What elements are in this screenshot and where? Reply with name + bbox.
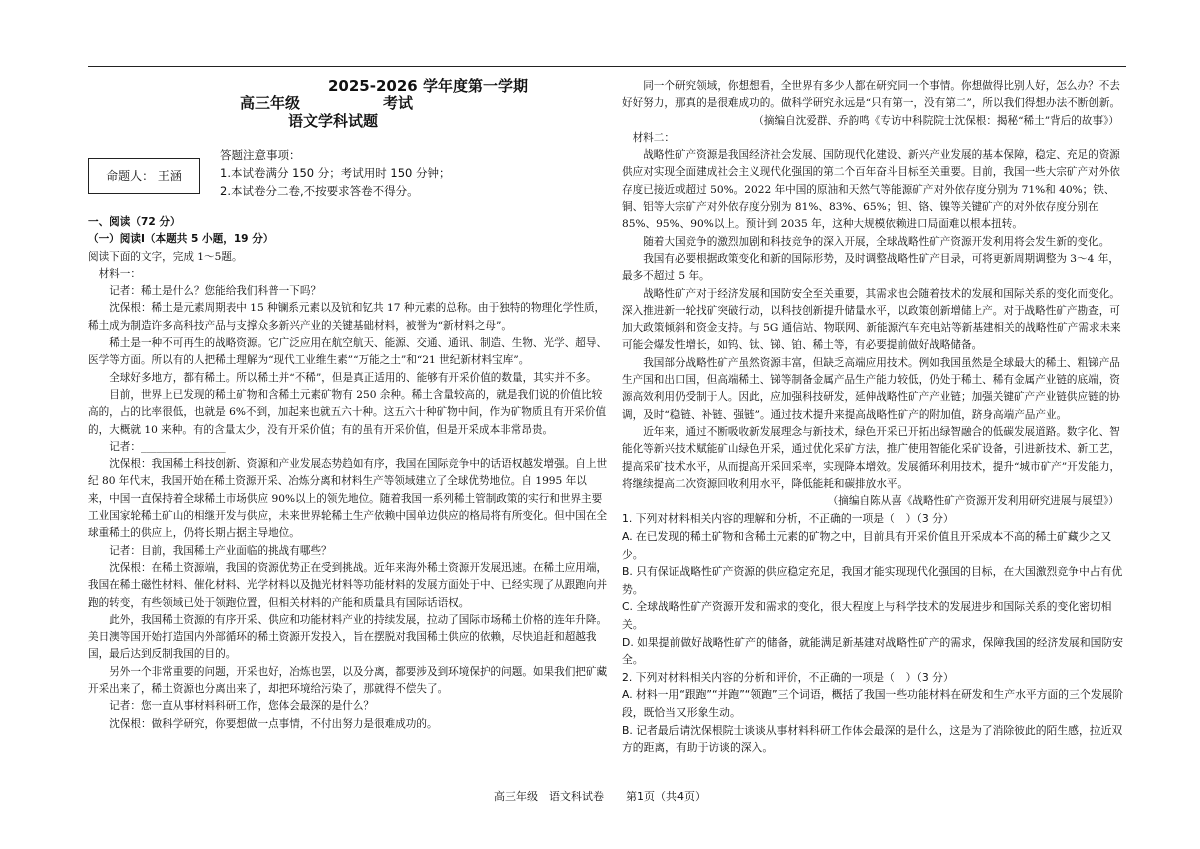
notice-item: 2.本试卷分二卷,不按要求答卷不得分。 — [220, 184, 419, 198]
paragraph: 全球好多地方，都有稀土。所以稀土并“不稀”，但是真正适用的、能够有开采价值的数量，其实并不多。 — [109, 371, 597, 384]
source-citation: （摘编自陈从喜《战略性矿产资源开发利用研究进展与展望》） — [827, 495, 1119, 508]
exam-notice — [220, 146, 451, 200]
paragraph: 我国部分战略性矿产虽然资源丰富，但缺乏高端应用技术。例如我国虽然是全球最大的稀土、粗锑产品生产国和出口国，但高端稀土、锑等制备金属产品生产能力较低，仍处于稀土、稀有金属产业链的底端，资源高效利用仍受制于人。因此，应加强科技研发，延伸战略性矿产产业链；加强关键矿产产业链供应链的协调，及时“稳链、补链、强链”。通过技术提升来提高战略性矿产的附加值，跻身高端产品产业。 — [622, 356, 1120, 421]
option-d: D. 如果提前做好战略性矿产的储备，就能满足新基建对战略性矿产的需求，保障我国的经济发展和国防安全。 — [622, 635, 1124, 667]
title-year: 2025-2026 学年度第一学期 — [328, 77, 528, 95]
instruction: 阅读下面的文字，完成 1～5题。 — [88, 250, 243, 263]
paragraph: 同一个研究领域，你想想看，全世界有多少人都在研究同一个事情。你想做得比别人好，怎么办？不去好好努力，那真的是很难成功的。做科学研究永远是“只有第一，没有第二”，所以我们得想办法不断创新。 — [622, 80, 1121, 110]
subsection-heading: （一）阅读Ⅰ（本题共 5 小题，19 分） — [88, 233, 274, 246]
option-b: B. 记者最后请沈保根院士谈谈从事材料科研工作体会最深的是什么，这是为了消除彼此的陌生感，拉近双方的距离，有助于访谈的深入。 — [622, 723, 1123, 755]
title-block — [88, 78, 608, 154]
paragraph: 稀土是一种不可再生的战略资源。它广泛应用在航空航天、能源、交通、通讯、制造、生物、光学、超导、医学等方面。所以有的人把稀土理解为“现代工业维生素”“万能之土”和“21 世纪新材料宝库”。 — [88, 337, 608, 367]
paragraph: 另外一个非常重要的问题，开采也好，冶炼也罢，以及分离，都要涉及到环境保护的问题。如果我们把矿藏开采出来了，稀土资源也分离出来了，却把环境给污染了，那就得不偿失了。 — [88, 665, 608, 696]
paragraph: 战略性矿产对于经济发展和国防安全至关重要，其需求也会随着技术的发展和国际关系的变化而变化。深入推进新一轮找矿突破行动，以科技创新提升储量水平，以政策创新增储上产。对于战略性矿产勘查，可加大政策倾斜和资金支持。与 5G 通信站、物联网、新能源汽车充电站等新基建相关的战略性矿产需求未来可能会爆发性增长，如钨、钛、锑、铂、稀土等，有必要提前做好战略储备。 — [622, 287, 1121, 352]
setter-box: 命题人： 王涵 — [88, 158, 200, 194]
option-a: A. 在已发现的稀土矿物和含稀土元素的矿物之中，目前具有开采价值且开采成本不高的稀土矿藏少之又少。 — [622, 530, 1112, 561]
material-label: 材料二： — [632, 131, 675, 144]
paragraph: 随着大国竞争的激烈加剧和科技竞争的深入开展，全球战略性矿产资源开发利用将会发生新的变化。 — [643, 235, 1110, 248]
question-1: 1. 下列对材料相关内容的理解和分析，不正确的一项是（ ）（3 分） — [622, 512, 954, 526]
section-heading: 一、阅读（72 分） — [88, 216, 181, 228]
right-column — [622, 78, 1127, 757]
notice-heading: 答题注意事项： — [220, 148, 301, 162]
left-column — [88, 78, 608, 733]
paragraph: 战略性矿产资源是我国经济社会发展、国防现代化建设、新兴产业发展的基本保障，稳定、充足的资源供应对实现全面建成社会主义现代化强国的第二个百年奋斗目标至关重要。目前，我国一些大宗矿产对外依存度已接近或超过 50%。2022 年中国的原油和天然气等能源矿产对外依存度分别为 71%和 40%；铁、铜、铝等大宗矿产对外依存度分别为 81%、83%、65%；钽、铬、镍等关键矿产的对外依存度分别在 85%、95%、90%以上。预计到 2035 年，这种大规模依赖进口局面难以根本扭转。 — [622, 149, 1120, 231]
source-citation: （摘编自沈爱群、乔韵鸣《专访中科院院士沈保根：揭秘“稀土”背后的故事》） — [753, 114, 1119, 127]
option-a: A. 材料一用“跟跑”“并跑”“领跑”三个词语，概括了我国一些功能材料在研发和生产水平方面的三个发展阶段，既恰当又形象生动。 — [622, 688, 1124, 719]
title-grade: 高三年级 — [240, 94, 301, 112]
paragraph: 沈保根：我国稀土科技创新、资源和产业发展态势趋如有序，我国在国际竞争中的话语权越发增强。自上世纪 80 年代末，我国开始在稀土资源开采、冶炼分离和材料生产等领域建立了全球优势地位。自 1995 年以来，中国一直保持着全球稀土市场供应 90%以上的领先地位。随着我国一系列稀土管制政策的实行和世界主要工业国家轮稀土矿山的相继开发与供应，未来世界轮稀土生产依赖中国单边供应的格局将有所变化。但中国在全球重稀土的供应上，仍将长期占据主导地位。 — [88, 458, 608, 540]
paragraph: 沈保根：稀土是元素周期表中 15 种镧系元素以及钪和钇共 17 种元素的总称。由于独特的物理化学性质，稀土成为制造许多高科技产品与支撑众多新兴产业的关键基础材料，被誉为“新材料之母”。 — [88, 302, 606, 332]
top-rule — [88, 66, 1126, 67]
paragraph: 沈保根：做科学研究，你要想做一点事情，不付出努力是很难成功的。 — [109, 717, 438, 730]
title-exam: 考试 — [383, 94, 414, 112]
paragraph: 记者：稀土是什么？您能给我们科普一下吗？ — [109, 285, 322, 298]
paragraph: 记者：________________ — [109, 440, 226, 453]
paragraph: 此外，我国稀土资源的有序开采、供应和功能材料产业的持续发展，拉动了国际市场稀土价格的连年升降。美日澳等国开始打造国内外部循环的稀土资源开发投入，旨在摆脱对我国稀土供应的依赖，尽快追赶和超越我国，最后达到反制我国的目的。 — [88, 613, 608, 661]
title-subject: 语文学科试题 — [288, 112, 379, 130]
material-label: 材料一： — [98, 267, 141, 280]
paragraph: 我国有必要根据政策变化和新的国际形势，及时调整战略性矿产目录，可将更新周期调整为 3～4 年，最多不超过 5 年。 — [622, 252, 1119, 283]
paragraph: 目前，世界上已发现的稀土矿物和含稀土元素矿物有 250 余种。稀土含量较高的，就是我们说的价值比较高的，占的比率很低，也就是 6%不到，加起来也就五六十种。这五六十种矿物中间，作为矿物质且有开采价值的，大概就 10 来种。有的含量太少，没有开采价值；有的虽有开采价值，但是开采成本非常昂贵。 — [88, 388, 607, 436]
paragraph: 近年来，通过不断吸收新发展理念与新技术，绿色开采已开拓出绿智融合的低碳发展道路。数字化、智能化等新兴技术赋能矿山绿色开采，通过优化采矿方法，推广使用智能化采矿设备，引进新技术、新工艺，提高采矿技术水平，从而提高开采回采率，实现降本增效。发展循环利用技术，提升“城市矿产”开发能力，将继续提高二次资源回收利用水平，降低能耗和碳排放水平。 — [622, 425, 1121, 490]
page-footer: 高三年级 语文科试卷 第1页（共4页） — [494, 790, 706, 803]
question-2: 2. 下列对材料相关内容的分析和评价，不正确的一项是（ ）（3 分） — [622, 670, 954, 684]
paragraph: 沈保根：在稀土资源端，我国的资源优势正在受到挑战。近年来海外稀土资源开发展迅速。在稀土应用端，我国在稀土磁性材料、催化材料、光学材料以及抛光材料等功能材料的发展方面处于中、已经实现了从跟跑向并跑的转变，有些领域已处于领跑位置，但相关材料的产能和质量具有国际话语权。 — [88, 561, 608, 609]
option-b: B. 只有保证战略性矿产资源的供应稳定充足，我国才能实现现代化强国的目标，在大国激烈竞争中占有优势。 — [622, 565, 1123, 596]
paragraph: 记者：您一直从事材料科研工作，您体会最深的是什么？ — [109, 700, 375, 713]
notice-item: 1.本试卷满分 150 分；考试用时 150 分钟； — [220, 166, 451, 180]
paragraph: 记者：目前，我国稀土产业面临的挑战有哪些？ — [109, 544, 332, 557]
notice-area — [88, 148, 608, 214]
option-c: C. 全球战略性矿产资源开发和需求的变化，很大程度上与科学技术的发展进步和国际关系的变化密切相关。 — [622, 600, 1112, 631]
